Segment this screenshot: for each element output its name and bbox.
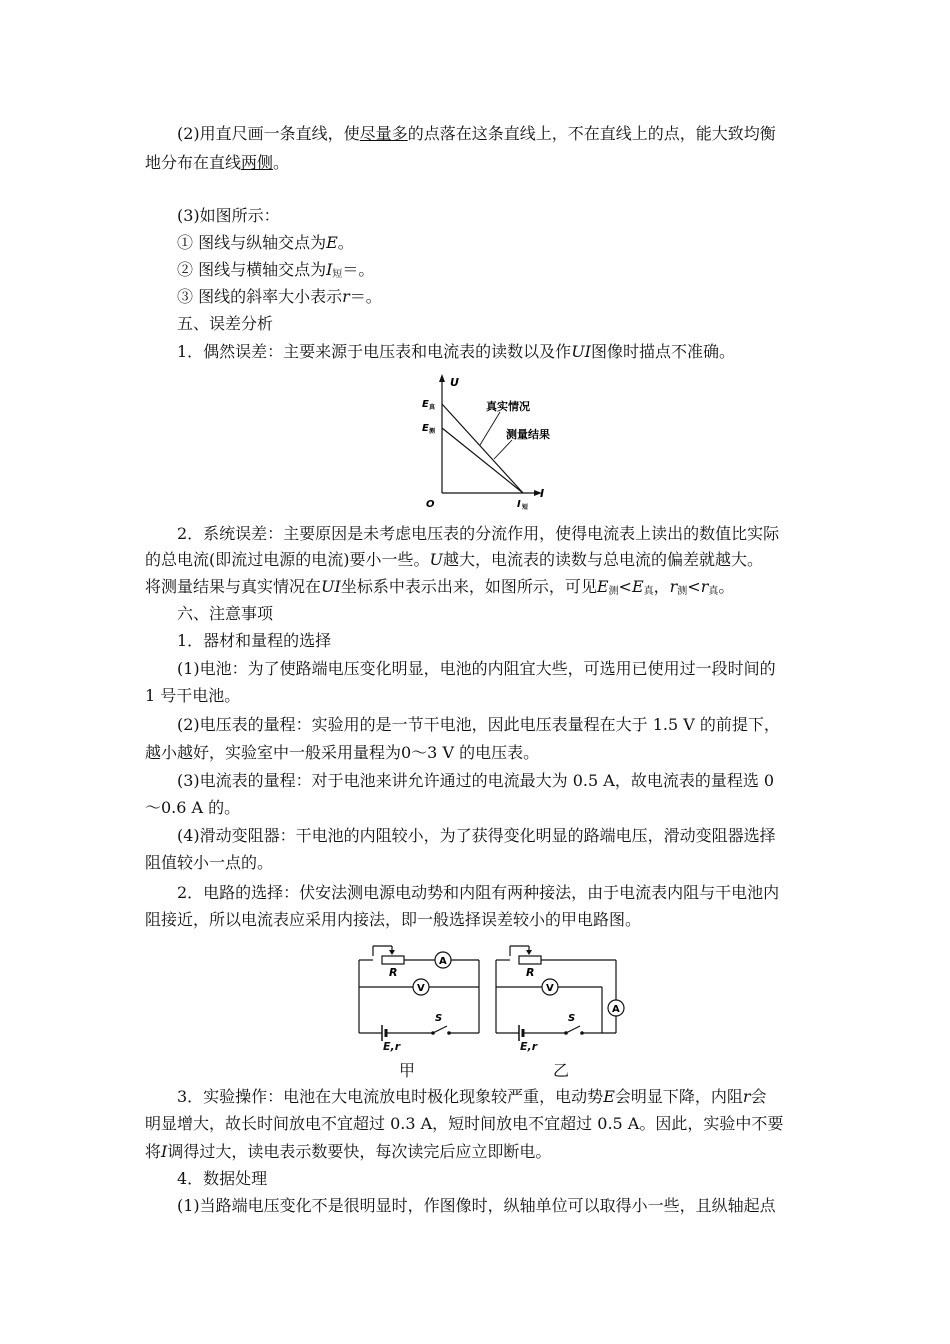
paragraph-3-item-1	[177, 233, 354, 253]
note-1-4-line-2: 阻值较小一点的。	[145, 853, 274, 872]
note-1-3-line-1: (3)电流表的量程：对于电池来讲允许通过的电流最大为 0.5 A，故电流表的量程选 0	[177, 771, 775, 790]
switch-contact	[580, 1031, 584, 1035]
i-axis-label: I	[540, 487, 545, 500]
caption-jia: 甲	[399, 1061, 416, 1080]
symbol: E	[326, 233, 338, 252]
text: <	[618, 577, 632, 596]
text: 会明显下降，内阻	[614, 1087, 743, 1106]
underlined-text: 两侧	[241, 153, 274, 172]
text: 越大，电流表的读数与总电流的偏差就越大。	[442, 550, 763, 569]
symbol: I	[161, 1142, 168, 1161]
switch-contact	[447, 1031, 451, 1035]
note-1-heading: 1．器材和量程的选择	[177, 631, 332, 650]
switch-label: S	[435, 1013, 443, 1024]
symbol: I	[326, 260, 333, 279]
symbol: r	[342, 287, 350, 306]
text: ，	[653, 577, 670, 596]
origin-label: O	[426, 499, 435, 510]
text: 调得过大，读电表示数要快，每次读完后应立即断电。	[167, 1142, 552, 1161]
text: 。	[337, 233, 354, 252]
note-1-2-line-2: 越小越好，实验室中一般采用量程为0～3 V 的电压表。	[145, 743, 540, 762]
switch-contact	[431, 1031, 435, 1035]
note-4-heading: 4．数据处理	[177, 1169, 268, 1188]
note-1-2-line-1: (2)电压表的量程：实验用的是一节干电池，因此电压表量程在大于 1.5 V 的前提下，	[177, 715, 780, 734]
i-short-subscript: 短	[522, 504, 529, 510]
i-short-label: I	[517, 499, 521, 510]
symbol: UI	[571, 342, 591, 361]
paragraph-3-heading: (3)如图所示：	[177, 206, 280, 225]
text: 1．偶然误差：主要来源于电压表和电流表的读数以及作	[177, 342, 572, 361]
true-line	[442, 404, 523, 493]
symbol: E	[596, 577, 609, 596]
symbol: UI	[321, 577, 341, 596]
voltmeter-label: V	[417, 983, 425, 994]
ammeter-label: A	[439, 956, 447, 967]
true-condition-label: 真实情况	[486, 400, 530, 413]
text: 图像时描点不准确。	[591, 342, 736, 361]
note-3-line-1	[177, 1087, 767, 1107]
switch-contact	[564, 1031, 568, 1035]
text: 的总电流(即流过电源的电流)要小一些。	[145, 550, 430, 569]
subscript: 真	[708, 586, 719, 597]
text: (2)用直尺画一条直线，使	[177, 124, 360, 143]
subscript: 测	[608, 586, 619, 597]
measured-result-label: 测量结果	[506, 428, 550, 441]
true-pointer	[480, 412, 500, 445]
symbol: r	[669, 577, 678, 596]
note-3-line-3	[145, 1142, 551, 1162]
section-heading-5: 五、误差分析	[177, 314, 274, 333]
subscript: 真	[643, 586, 654, 597]
u-axis-label: U	[450, 376, 459, 389]
text: ① 图线与纵轴交点为	[177, 233, 327, 252]
text: 会	[750, 1087, 767, 1106]
circuit-diagram-yi	[492, 942, 632, 1042]
error-system-line-1: 2．系统误差：主要原因是未考虑电压表的分流作用，使得电流表上读出的数值比实际	[177, 524, 780, 543]
note-1-3-line-2: ～0.6 A 的。	[145, 798, 241, 817]
ammeter-label: A	[612, 1004, 620, 1015]
caption-yi: 乙	[553, 1061, 570, 1080]
switch-blade	[566, 1026, 580, 1033]
subscript: 短	[332, 269, 343, 280]
paragraph-2-line-1	[177, 124, 776, 144]
underlined-text: 尽量多	[359, 124, 408, 143]
voltmeter-label: V	[546, 983, 554, 994]
text: 。	[273, 153, 290, 172]
text: 3．实验操作：电池在大电流放电时极化现象较严重，电动势	[177, 1087, 604, 1106]
subscript: 测	[677, 586, 688, 597]
symbol: U	[429, 550, 443, 569]
note-2-line-2: 阻接近，所以电流表应采用内接法，即一般选择误差较小的甲电路图。	[145, 910, 642, 929]
text: <	[687, 577, 701, 596]
text: 的点落在这条直线上，不在直线上的点，能大致均衡	[407, 124, 776, 143]
text: ② 图线与横轴交点为	[177, 260, 327, 279]
error-random-line	[177, 342, 735, 362]
note-1-1-line-1: (1)电池：为了使路端电压变化明显，电池的内阻宜大些，可选用已使用过一段时间的	[177, 659, 776, 678]
symbol: r	[700, 577, 709, 596]
switch-label: S	[568, 1013, 576, 1024]
measured-pointer	[494, 440, 512, 459]
text: 将测量结果与真实情况在	[145, 577, 322, 596]
resistor-label: R	[526, 966, 535, 979]
paragraph-3-item-2	[177, 260, 374, 285]
error-system-line-2	[145, 550, 763, 570]
section-heading-6: 六、注意事项	[177, 604, 274, 623]
slider-arrow	[526, 950, 532, 955]
circuit-diagram-jia	[355, 942, 485, 1042]
note-3-line-2: 明显增大，故长时间放电不宜超过 0.3 A，短时间放电不宜超过 0.5 A。因此，实验中不要	[145, 1114, 784, 1133]
ui-graph-figure	[420, 370, 560, 510]
note-2-line-1: 2．电路的选择：伏安法测电源电动势和内阻有两种接法，由于电流表内阻与干电池内	[177, 883, 780, 902]
rheostat-body	[519, 956, 541, 964]
e-measured-subscript: 测	[429, 428, 436, 435]
symbol: E	[631, 577, 644, 596]
note-1-4-line-1: (4)滑动变阻器：干电池的内阻较小，为了获得变化明显的路端电压，滑动变阻器选择	[177, 826, 776, 845]
note-4-1-line-1: (1)当路端电压变化不是很明显时，作图像时，纵轴单位可以取得小一些，且纵轴起点	[177, 1196, 776, 1215]
paragraph-3-item-3	[177, 287, 382, 307]
paragraph-2-line-2	[145, 153, 289, 173]
text: 。	[718, 577, 735, 596]
switch-blade	[433, 1026, 447, 1033]
symbol: E	[603, 1087, 615, 1106]
text: ＝。	[349, 287, 382, 306]
battery-label: E,r	[520, 1040, 538, 1053]
text: ③ 图线的斜率大小表示	[177, 287, 343, 306]
text: ＝。	[342, 260, 375, 279]
symbol: r	[742, 1087, 751, 1106]
note-1-1-line-2: 1 号干电池。	[145, 686, 241, 705]
rheostat-body	[382, 956, 404, 964]
resistor-label: R	[389, 966, 398, 979]
e-true-subscript: 真	[429, 404, 436, 411]
text: 地分布在直线	[145, 153, 242, 172]
slider-arrow	[389, 950, 395, 955]
battery-label: E,r	[383, 1040, 401, 1053]
text: 将	[145, 1142, 162, 1161]
u-axis-arrow	[439, 374, 445, 382]
e-measured-label: E	[422, 423, 429, 434]
text: 坐标系中表示出来，如图所示，可见	[340, 577, 597, 596]
e-true-label: E	[422, 399, 429, 410]
error-system-line-3	[145, 577, 734, 602]
